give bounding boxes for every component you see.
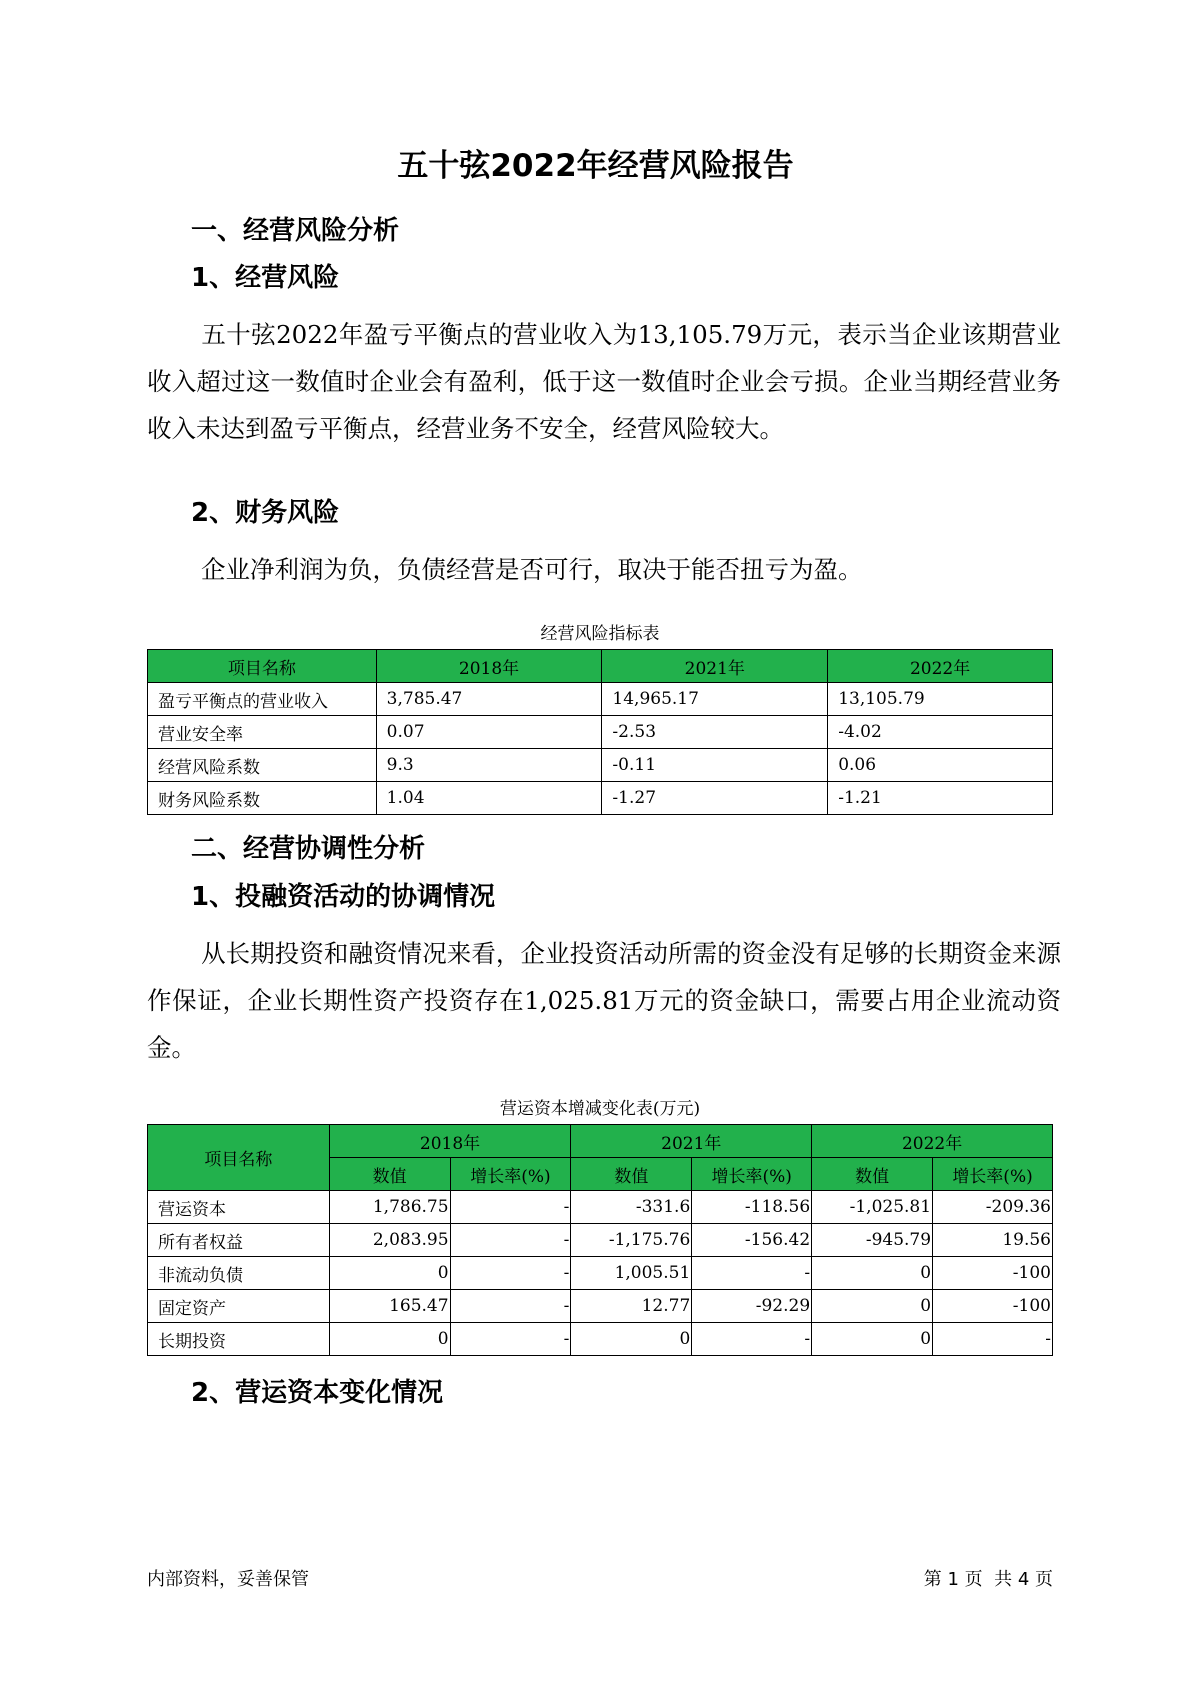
table-cell: 3,785.47	[376, 683, 602, 716]
table-cell: 0	[812, 1290, 933, 1323]
subsection-heading-2-2: 2、营运资本变化情况	[191, 1378, 444, 1408]
table-cell: -	[450, 1224, 571, 1257]
table-body	[148, 1191, 1053, 1356]
table-cell: -	[933, 1323, 1053, 1356]
table-cell: 9.3	[376, 749, 602, 782]
table-cell: 1,786.75	[329, 1191, 450, 1224]
table-cell: 14,965.17	[602, 683, 828, 716]
table-header-cell: 2022年	[828, 650, 1053, 683]
table-cell: 0	[329, 1257, 450, 1290]
table-header-cell: 增长率(%)	[692, 1158, 812, 1191]
table-cell: -118.56	[692, 1191, 812, 1224]
table-cell: 1.04	[376, 782, 602, 815]
table-cell: 盈亏平衡点的营业收入	[148, 683, 377, 716]
table-cell: -	[692, 1257, 812, 1290]
table-cell: -	[692, 1323, 812, 1356]
table-header-row-years	[148, 1125, 1053, 1158]
page-title: 五十弦2022年经营风险报告	[397, 148, 794, 184]
table-row	[148, 782, 1053, 815]
table-cell: 经营风险系数	[148, 749, 377, 782]
table-cell: -100	[933, 1257, 1053, 1290]
paragraph-operating-risk: 五十弦2022年盈亏平衡点的营业收入为13,105.79万元，表示当企业该期营业收入超过这一数值时企业会有盈利，低于这一数值时企业会亏损。企业当期经营业务收入未达到盈亏平衡点，经营业务不安全，经营风险较大。	[147, 320, 1061, 443]
table-cell: 营运资本	[148, 1191, 330, 1224]
table-cell: 13,105.79	[828, 683, 1053, 716]
table-cell: 营业安全率	[148, 716, 377, 749]
table-header-cell: 2021年	[571, 1125, 812, 1158]
table-cell: -2.53	[602, 716, 828, 749]
table-cell: 12.77	[571, 1290, 692, 1323]
table-cell: -209.36	[933, 1191, 1053, 1224]
table-header-cell: 2022年	[812, 1125, 1053, 1158]
table-cell: -1.27	[602, 782, 828, 815]
table-cell: 19.56	[933, 1224, 1053, 1257]
table-cell: -92.29	[692, 1290, 812, 1323]
table-body	[148, 683, 1053, 815]
table-cell: 0	[812, 1323, 933, 1356]
table-caption-working-capital: 营运资本增减变化表(万元)	[499, 1099, 701, 1119]
table-cell: 财务风险系数	[148, 782, 377, 815]
table-cell: 0	[329, 1323, 450, 1356]
table-row	[148, 1290, 1053, 1323]
table-cell: -0.11	[602, 749, 828, 782]
table-cell: -100	[933, 1290, 1053, 1323]
table-cell: -156.42	[692, 1224, 812, 1257]
table-cell: -1,175.76	[571, 1224, 692, 1257]
table-header-cell: 数值	[812, 1158, 933, 1191]
table-cell: 非流动负债	[148, 1257, 330, 1290]
working-capital-table	[147, 1124, 1053, 1356]
table-caption-risk: 经营风险指标表	[540, 624, 660, 644]
section-heading-2: 二、经营协调性分析	[191, 834, 426, 864]
table-cell: 2,083.95	[329, 1224, 450, 1257]
table-cell: 所有者权益	[148, 1224, 330, 1257]
paragraph-investment-financing: 从长期投资和融资情况来看，企业投资活动所需的资金没有足够的长期资金来源作保证，企业长期性资产投资存在1,025.81万元的资金缺口，需要占用企业流动资金。	[147, 939, 1061, 1062]
subsection-heading-1-1: 1、经营风险	[191, 263, 340, 293]
table-row	[148, 1323, 1053, 1356]
table-cell: -331.6	[571, 1191, 692, 1224]
table-cell: -1.21	[828, 782, 1053, 815]
table-header-cell: 2018年	[376, 650, 602, 683]
risk-indicator-table	[147, 649, 1053, 815]
section-heading-1: 一、经营风险分析	[191, 216, 400, 246]
table-cell: 0	[812, 1257, 933, 1290]
table-header-cell: 项目名称	[148, 650, 377, 683]
table-header-cell: 增长率(%)	[450, 1158, 571, 1191]
table-header-cell: 数值	[329, 1158, 450, 1191]
table-cell: -	[450, 1257, 571, 1290]
subsection-heading-1-2: 2、财务风险	[191, 498, 340, 528]
table-cell: -	[450, 1290, 571, 1323]
table-row	[148, 716, 1053, 749]
paragraph-financial-risk: 企业净利润为负，负债经营是否可行，取决于能否扭亏为盈。	[201, 555, 863, 584]
table-cell: -	[450, 1191, 571, 1224]
table-row	[148, 1224, 1053, 1257]
table-row	[148, 683, 1053, 716]
table-cell: 0.07	[376, 716, 602, 749]
table-header-cell: 2021年	[602, 650, 828, 683]
table-header-cell: 项目名称	[148, 1125, 330, 1191]
table-cell: 0.06	[828, 749, 1053, 782]
table-cell: 长期投资	[148, 1323, 330, 1356]
table-cell: 1,005.51	[571, 1257, 692, 1290]
table-cell: -1,025.81	[812, 1191, 933, 1224]
footer-confidential-note: 内部资料，妥善保管	[147, 1569, 309, 1590]
table-header-cell: 2018年	[329, 1125, 571, 1158]
table-cell: 165.47	[329, 1290, 450, 1323]
table-row	[148, 1191, 1053, 1224]
table-header-cell: 数值	[571, 1158, 692, 1191]
footer-page-number: 第 1 页 共 4 页	[923, 1569, 1053, 1590]
table-cell: -	[450, 1323, 571, 1356]
table-header-cell: 增长率(%)	[933, 1158, 1053, 1191]
table-row	[148, 1257, 1053, 1290]
table-header-row	[148, 650, 1053, 683]
subsection-heading-2-1: 1、投融资活动的协调情况	[191, 882, 496, 912]
table-cell: 固定资产	[148, 1290, 330, 1323]
table-cell: 0	[571, 1323, 692, 1356]
table-cell: -945.79	[812, 1224, 933, 1257]
table-cell: -4.02	[828, 716, 1053, 749]
table-row	[148, 749, 1053, 782]
